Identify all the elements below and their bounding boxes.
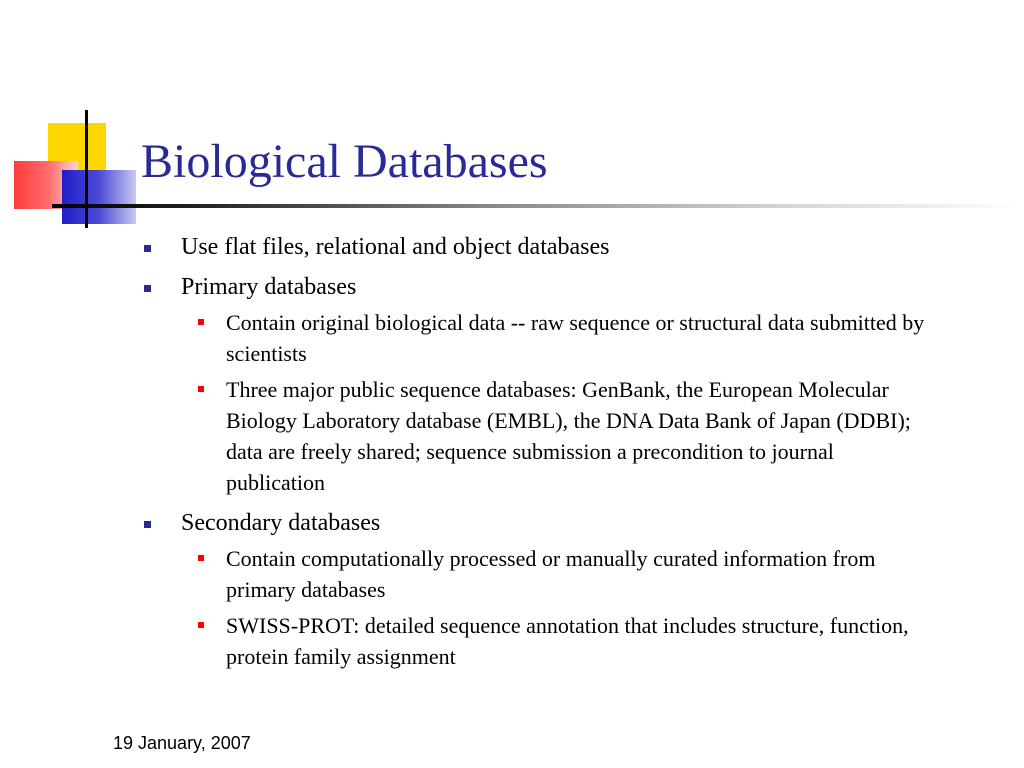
footer-date: 19 January, 2007	[113, 733, 251, 753]
sub-bullet-item-public-databases	[140, 374, 940, 498]
square-bullet-icon	[198, 555, 204, 561]
sub-bullet-item-original-data	[140, 307, 940, 369]
square-bullet-icon	[198, 622, 204, 628]
slide-title: Biological Databases	[141, 135, 548, 188]
square-bullet-icon	[144, 521, 151, 528]
square-bullet-icon	[144, 285, 151, 292]
sub-bullet-text: Contain original biological data -- raw sequence or structural data submitted by scientists	[226, 310, 925, 366]
bullet-list	[140, 232, 940, 672]
sub-bullet-text: SWISS-PROT: detailed sequence annotation that includes structure, function, protein family assignment	[226, 613, 909, 669]
sub-bullet-item-swiss-prot	[140, 610, 940, 672]
bullet-item-flat-files	[140, 232, 940, 262]
bullet-text: Primary databases	[181, 274, 357, 300]
decorative-blue-square	[62, 170, 136, 224]
title-underline-rule	[52, 204, 1024, 208]
square-bullet-icon	[198, 319, 204, 325]
bullet-text: Secondary databases	[181, 510, 381, 536]
bullet-item-primary-databases	[140, 272, 940, 302]
bullet-text: Use flat files, relational and object databases	[181, 234, 610, 260]
sub-bullet-item-curated-information	[140, 543, 940, 605]
square-bullet-icon	[144, 245, 151, 252]
bullet-item-secondary-databases	[140, 508, 940, 538]
sub-bullet-text: Three major public sequence databases: GenBank, the European Molecular Biology Laboratory database (EMBL), the DNA Data Bank of Japan (DDBI); data are freely shared; sequence submission a precondition to journal publication	[226, 377, 911, 495]
square-bullet-icon	[198, 386, 204, 392]
decorative-vertical-line	[85, 110, 88, 228]
sub-bullet-text: Contain computationally processed or manually curated information from primary databases	[226, 546, 876, 602]
